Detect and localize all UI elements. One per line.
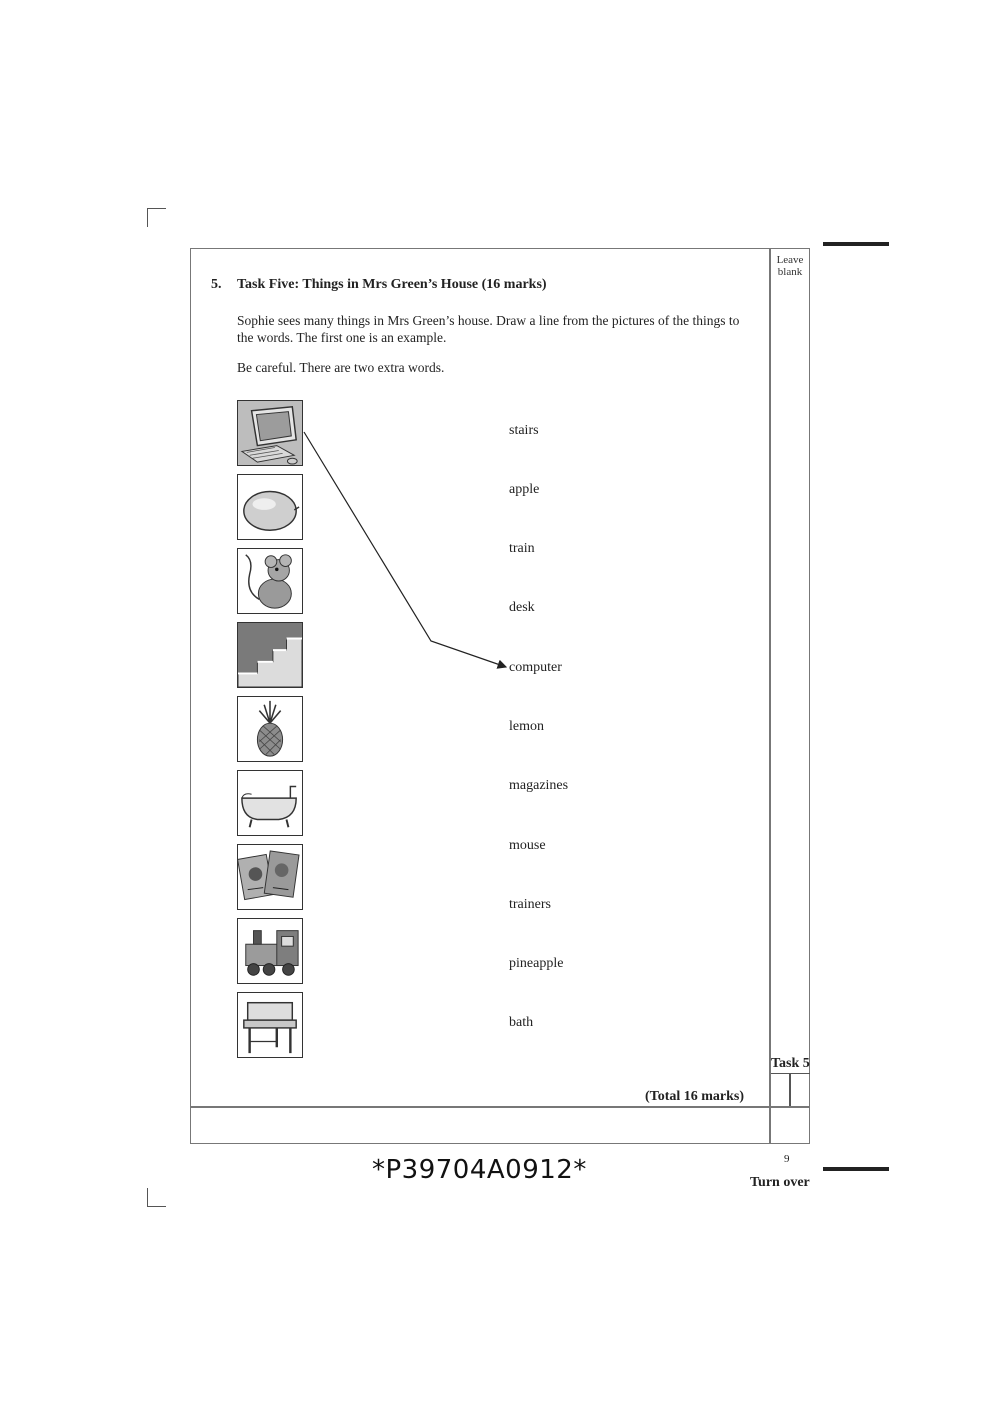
stairs-icon[interactable] bbox=[237, 622, 303, 688]
task-label: Task 5 bbox=[771, 1056, 810, 1071]
question-title: Task Five: Things in Mrs Green’s House (16 marks) bbox=[237, 277, 547, 292]
margin-bar-top bbox=[823, 242, 889, 246]
task-score-box bbox=[771, 1073, 810, 1106]
desk-icon[interactable] bbox=[237, 992, 303, 1058]
leave-blank-label: Leave blank bbox=[776, 254, 804, 278]
bottom-divider bbox=[190, 1106, 810, 1108]
word-option[interactable]: apple bbox=[509, 482, 540, 497]
word-option[interactable]: train bbox=[509, 541, 535, 556]
word-option[interactable]: bath bbox=[509, 1015, 534, 1030]
question-number: 5. bbox=[211, 277, 222, 292]
lemon-icon[interactable] bbox=[237, 474, 303, 540]
train-icon[interactable] bbox=[237, 918, 303, 984]
task-score-divider bbox=[789, 1073, 791, 1106]
word-option[interactable]: pineapple bbox=[509, 956, 564, 971]
crop-mark-top-left bbox=[147, 208, 166, 227]
total-marks: (Total 16 marks) bbox=[645, 1089, 745, 1104]
bath-icon[interactable] bbox=[237, 770, 303, 836]
crop-mark-bottom-left bbox=[147, 1188, 166, 1207]
word-option[interactable]: trainers bbox=[509, 897, 551, 912]
pineapple-icon[interactable] bbox=[237, 696, 303, 762]
page-number: 9 bbox=[784, 1153, 790, 1165]
question-caution: Be careful. There are two extra words. bbox=[237, 360, 445, 375]
word-option[interactable]: lemon bbox=[509, 719, 544, 734]
leave-blank-column-divider bbox=[769, 248, 771, 1144]
magazines-icon[interactable] bbox=[237, 844, 303, 910]
computer-icon[interactable] bbox=[237, 400, 303, 466]
turn-over-label: Turn over bbox=[750, 1175, 810, 1190]
word-option[interactable]: computer bbox=[509, 660, 562, 675]
word-option[interactable]: stairs bbox=[509, 423, 539, 438]
question-instruction: Sophie sees many things in Mrs Green’s house. Draw a line from the pictures of the things to the words. The first one is an example. bbox=[237, 313, 740, 345]
mouse-icon[interactable] bbox=[237, 548, 303, 614]
word-option[interactable]: desk bbox=[509, 600, 535, 615]
word-option[interactable]: mouse bbox=[509, 838, 546, 853]
barcode-text: *P39704A0912* bbox=[372, 1155, 587, 1185]
word-option[interactable]: magazines bbox=[509, 778, 569, 793]
margin-bar-bottom bbox=[823, 1167, 889, 1171]
